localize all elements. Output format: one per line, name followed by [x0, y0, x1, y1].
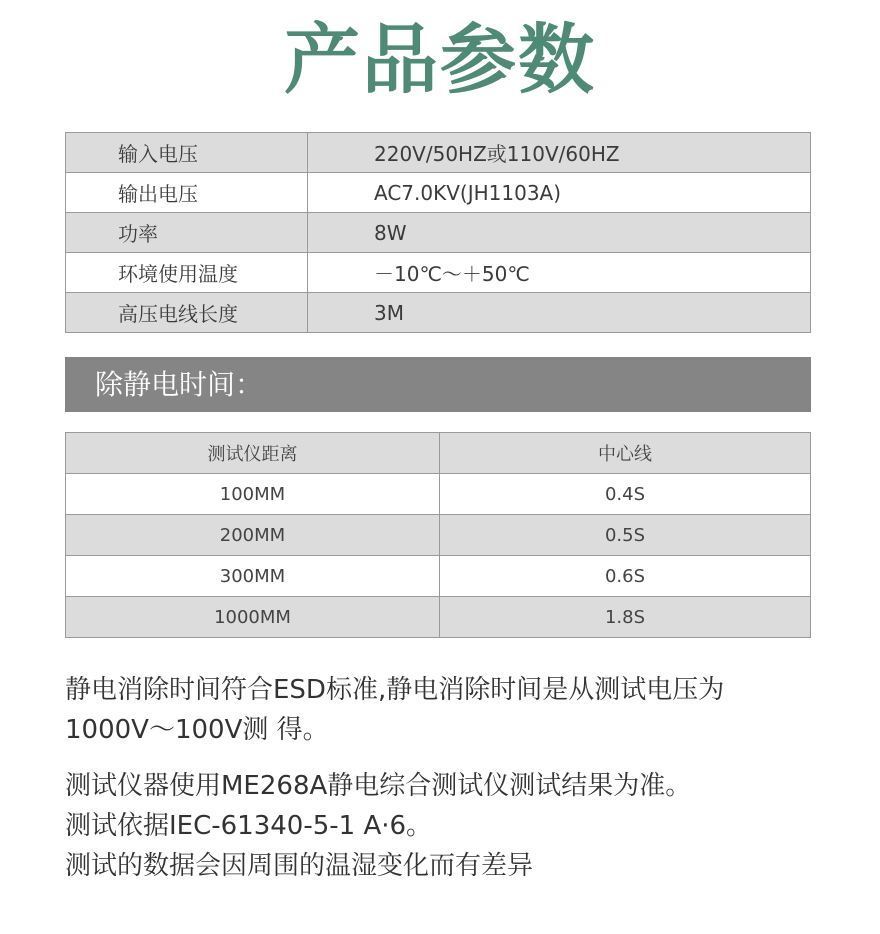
spec-label: 环境使用温度 — [66, 253, 308, 293]
table-row — [66, 253, 811, 293]
column-header-centerline: 中心线 — [440, 433, 811, 474]
column-header-distance: 测试仪距离 — [66, 433, 440, 474]
distance-cell: 100MM — [66, 474, 440, 515]
spec-value: AC7.0KV(JH1103A) — [308, 173, 811, 213]
note-line: 测试仪器使用ME268A静电综合测试仪测试结果为准。 — [65, 771, 692, 801]
instrument-note — [65, 766, 825, 886]
page-title: 产品参数 — [284, 15, 596, 104]
spec-value: 3M — [308, 293, 811, 333]
spec-label: 输出电压 — [66, 173, 308, 213]
spec-label: 功率 — [66, 213, 308, 253]
spec-value: 220V/50HZ或110V/60HZ — [308, 133, 811, 173]
note-line: 1000V～100V测 得。 — [65, 715, 329, 745]
note-line: 测试的数据会因周围的温湿变化而有差异 — [65, 851, 534, 881]
time-cell: 0.6S — [440, 556, 811, 597]
table-row — [66, 597, 811, 638]
table-row — [66, 515, 811, 556]
table-row — [66, 474, 811, 515]
distance-cell: 200MM — [66, 515, 440, 556]
table-row — [66, 173, 811, 213]
esd-note — [65, 670, 825, 750]
spec-value: 8W — [308, 213, 811, 253]
spec-label: 高压电线长度 — [66, 293, 308, 333]
distance-cell: 1000MM — [66, 597, 440, 638]
note-line: 静电消除时间符合ESD标准,静电消除时间是从测试电压为 — [65, 675, 725, 705]
time-cell: 0.4S — [440, 474, 811, 515]
distance-cell: 300MM — [66, 556, 440, 597]
spec-label: 输入电压 — [66, 133, 308, 173]
note-line: 测试依据IEC-61340-5-1 A·6。 — [65, 811, 433, 841]
section-title: 除静电时间： — [65, 357, 811, 412]
table-row — [66, 133, 811, 173]
spec-value: －10℃～＋50℃ — [308, 253, 811, 293]
time-cell: 0.5S — [440, 515, 811, 556]
table-row — [66, 213, 811, 253]
spec-table — [65, 132, 811, 333]
discharge-time-table — [65, 432, 811, 638]
table-row — [66, 556, 811, 597]
table-header-row — [66, 433, 811, 474]
table-row — [66, 293, 811, 333]
time-cell: 1.8S — [440, 597, 811, 638]
